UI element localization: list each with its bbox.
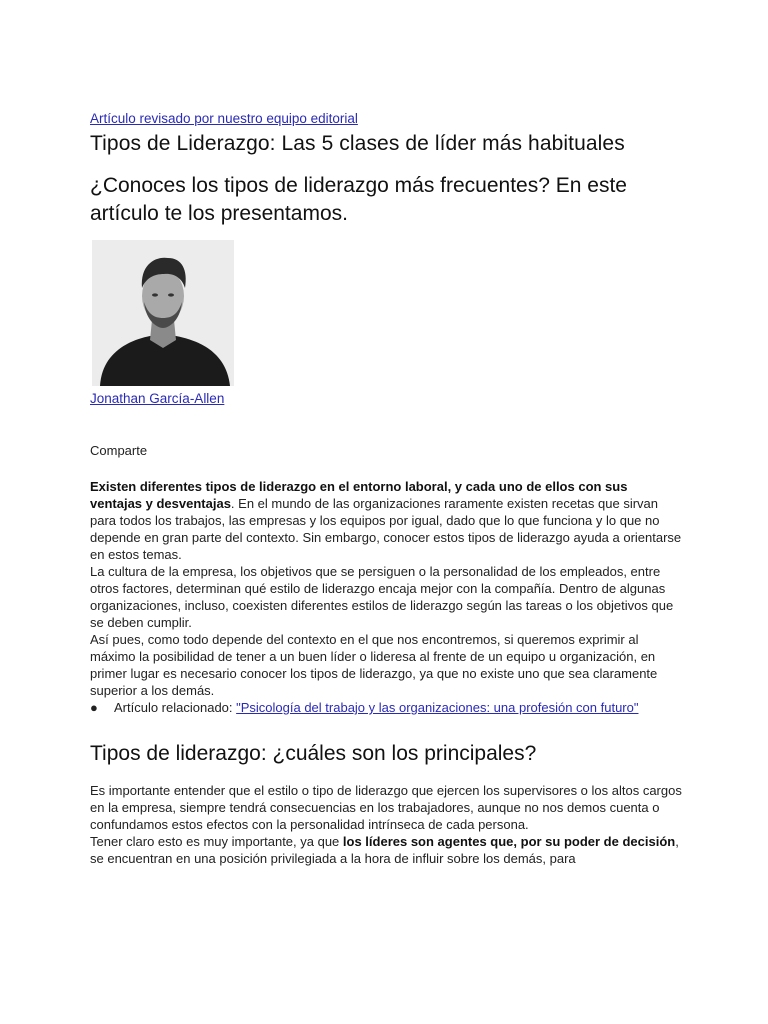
section-paragraph-2-start: Tener claro esto es muy importante, ya que (90, 834, 343, 849)
author-photo (92, 240, 234, 386)
related-article-label: Artículo relacionado: (114, 700, 237, 715)
intro-text (90, 478, 682, 716)
section-text (90, 782, 682, 867)
section-heading: Tipos de liderazgo: ¿cuáles son los principales? (90, 742, 537, 765)
related-article-item (90, 699, 682, 716)
bullet-icon: ● (90, 700, 98, 715)
intro-paragraph-2: La cultura de la empresa, los objetivos que se persiguen o la personalidad de los empleados, entre otros factores, determinan qué estilo de liderazgo encaja mejor con la compañía. Dentro de algunas organizaciones, incluso, coexisten diferentes estilos de liderazgo según las tareas o los objetivos que se deben cumplir. (90, 564, 674, 630)
section-paragraph-2 (90, 833, 682, 867)
section-paragraph-2-end: , se encuentran en una posición privilegiada a la hora de influir sobre los demás, para (90, 834, 679, 866)
article-title: Tipos de Liderazgo: Las 5 clases de líder más habituales (90, 132, 625, 155)
article (90, 110, 682, 867)
intro-paragraph-1 (90, 478, 682, 563)
author-name-link[interactable]: Jonathan García-Allen (90, 391, 225, 406)
share-label: Comparte (90, 443, 148, 458)
intro-bold-sentence: Existen diferentes tipos de liderazgo en el entorno laboral, y cada uno de ellos con sus ventajas y desventajas (90, 479, 628, 511)
intro-paragraph-3: Así pues, como todo depende del contexto en el que nos encontremos, si queremos exprimir al máximo la posibilidad de tener a un buen líder o lideresa al frente de un equipo u organización, en primer lugar es necesario conocer los tipos de liderazgo, ya que no existe uno que sea claramente superior a los demás. (90, 632, 658, 698)
related-article-link[interactable]: "Psicología del trabajo y las organizaciones: una profesión con futuro" (236, 700, 639, 715)
article-subtitle: ¿Conoces los tipos de liderazgo más frecuentes? En este artículo te los presentamos. (90, 174, 627, 225)
person-photo-icon (92, 240, 234, 386)
section-paragraph-1: Es importante entender que el estilo o tipo de liderazgo que ejercen los supervisores o los altos cargos en la empresa, siempre tendrá consecuencias en los trabajadores, aunque no nos demos cuenta o confundamos estos efectos con la personalidad intrínseca de cada persona. (90, 783, 682, 832)
section-bold-phrase: los líderes son agentes que, por su poder de decisión (342, 834, 676, 849)
reviewed-by-editorial-link[interactable]: Artículo revisado por nuestro equipo editorial (90, 111, 358, 126)
intro-paragraph-1-rest: . En el mundo de las organizaciones raramente existen recetas que sirvan para todos los trabajos, las empresas y los equipos por igual, dado que lo que funciona y lo que no depende en gran parte del contexto. Sin embargo, conocer estos tipos de liderazgo ayuda a orientarse en estos temas. (90, 496, 682, 562)
